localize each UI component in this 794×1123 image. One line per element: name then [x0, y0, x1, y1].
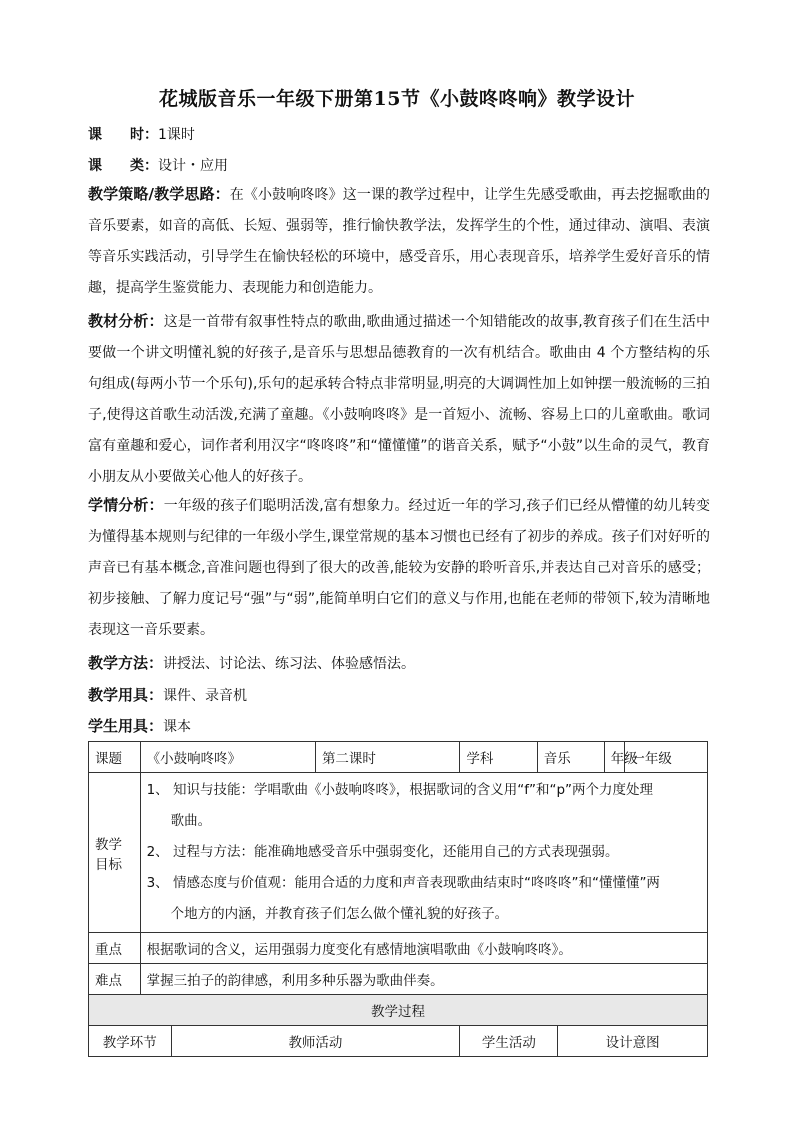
cell-lesson-number: 第二课时 [315, 742, 459, 773]
goal-3-line-a: 3、 情感态度与价值观：能用合适的力度和声音表现歌曲结束时“咚咚咚”和“懂懂懂”两 [146, 875, 660, 891]
table-row-subject [89, 742, 708, 773]
table-row-difficulty [89, 964, 708, 995]
col-header-intent: 设计意图 [558, 1026, 708, 1057]
tools-paragraph [88, 680, 710, 712]
students-paragraph [88, 490, 710, 646]
table-row-key-points [89, 933, 708, 964]
student-tools-paragraph [88, 711, 710, 743]
table-row-goals [89, 773, 708, 933]
class-hours-line [88, 124, 710, 146]
goal-1-line-a: 1、 知识与技能：学唱歌曲《小鼓响咚咚》，根据歌词的含义用“f”和“p”两个力度处理 [146, 782, 654, 798]
cell-key-label: 重点 [89, 933, 141, 964]
student-tools-text: 课本 [163, 719, 192, 735]
col-header-stage: 教学环节 [89, 1026, 172, 1057]
goal-1-line-b: 歌曲。 [170, 813, 212, 829]
cell-difficulty-text: 掌握三拍子的韵律感，利用多种乐器为歌曲伴奏。 [140, 964, 707, 995]
cell-subject-label: 课题 [89, 742, 141, 773]
class-hours-label: 课 时： [88, 127, 158, 143]
cell-subject-title: 《小鼓响咚咚》 [140, 742, 315, 773]
table-row-process-header [89, 995, 708, 1026]
strategy-label: 教学策略/教学思路： [88, 185, 230, 203]
strategy-text: 在《小鼓响咚咚》这一课的教学过程中，让学生先感受歌曲，再去挖掘歌曲的音乐要素，如音的高低、长短、强弱等，推行愉快教学法，发挥学生的个性，通过律动、演唱、表演等音乐实践活动，引导学生在愉快轻松的环境中，感受音乐，用心表现音乐，培养学生爱好音乐的情趣，提高学生鉴赏能力、表现能力和创造能力。 [88, 187, 710, 296]
student-tools-label: 学生用具： [88, 717, 164, 735]
material-text: 这是一首带有叙事性特点的歌曲,歌曲通过描述一个知错能改的故事,教育孩子们在生活中要做一个讲文明懂礼貌的好孩子,是音乐与思想品德教育的一次有机结合。歌曲由 4 个方整结构的乐句组成(每两小节一个乐句),乐句的起承转合特点非常明显,明亮的大调调性加上如钟摆一般流畅的三拍子,使得这首歌生动活泼,充满了童趣。《小鼓响咚咚》是一首短小、流畅、容易上口的儿童歌曲。歌词富有童趣和爱心，词作者利用汉字“咚咚咚”和“懂懂懂”的谐音关系，赋予“小鼓”以生命的灵气，教育小朋友从小要做关心他人的好孩子。 [88, 314, 710, 485]
class-type-value: 设计・应用 [158, 158, 228, 174]
cell-grade-value: 一年级 [625, 742, 708, 773]
goal-2-line: 2、 过程与方法：能准确地感受音乐中强弱变化，还能用自己的方式表现强弱。 [146, 844, 619, 860]
cell-grade-label: 年级 [604, 742, 625, 773]
cell-discipline-value: 音乐 [537, 742, 604, 773]
document-title: 花城版音乐一年级下册第15节《小鼓咚咚响》教学设计 [159, 88, 635, 110]
class-type-label: 课 类： [88, 158, 158, 174]
students-text: 一年级的孩子们聪明活泼,富有想象力。经过近一年的学习,孩子们已经从懵懂的幼儿转变为懂得基本规则与纪律的一年级小学生,课堂常规的基本习惯也已经有了初步的养成。孩子们对好听的声音已有基本概念,音准问题也得到了很大的改善,能较为安静的聆听音乐,并表达自己对音乐的感受；初步接触、了解力度记号“强”与“弱”,能简单明白它们的意义与作用,也能在老师的带领下,较为清晰地表现这一音乐要素。 [88, 498, 710, 638]
tools-text: 课件、录音机 [163, 688, 248, 704]
table-row-column-headers [89, 1026, 708, 1057]
cell-goals-content [140, 773, 707, 933]
class-type-line [88, 155, 710, 177]
col-header-teacher: 教师活动 [171, 1026, 460, 1057]
students-label: 学情分析： [88, 496, 164, 514]
method-label: 教学方法： [88, 654, 164, 672]
material-label: 教材分析： [88, 312, 164, 330]
cell-difficulty-label: 难点 [89, 964, 141, 995]
method-text: 讲授法、讨论法、练习法、体验感悟法。 [163, 656, 416, 672]
cell-discipline-label: 学科 [460, 742, 537, 773]
goal-3-line-b: 个地方的内涵，并教育孩子们怎么做个懂礼貌的好孩子。 [170, 906, 509, 922]
material-paragraph [88, 306, 710, 493]
cell-process-header: 教学过程 [89, 995, 708, 1026]
method-paragraph [88, 648, 710, 680]
cell-goals-label: 教学目标 [89, 773, 141, 933]
strategy-paragraph [88, 179, 710, 304]
class-hours-value: 1课时 [158, 127, 195, 143]
cell-key-text: 根据歌词的含义，运用强弱力度变化有感情地演唱歌曲《小鼓响咚咚》。 [140, 933, 707, 964]
lesson-plan-table [88, 741, 708, 1057]
tools-label: 教学用具： [88, 686, 164, 704]
col-header-student: 学生活动 [460, 1026, 558, 1057]
